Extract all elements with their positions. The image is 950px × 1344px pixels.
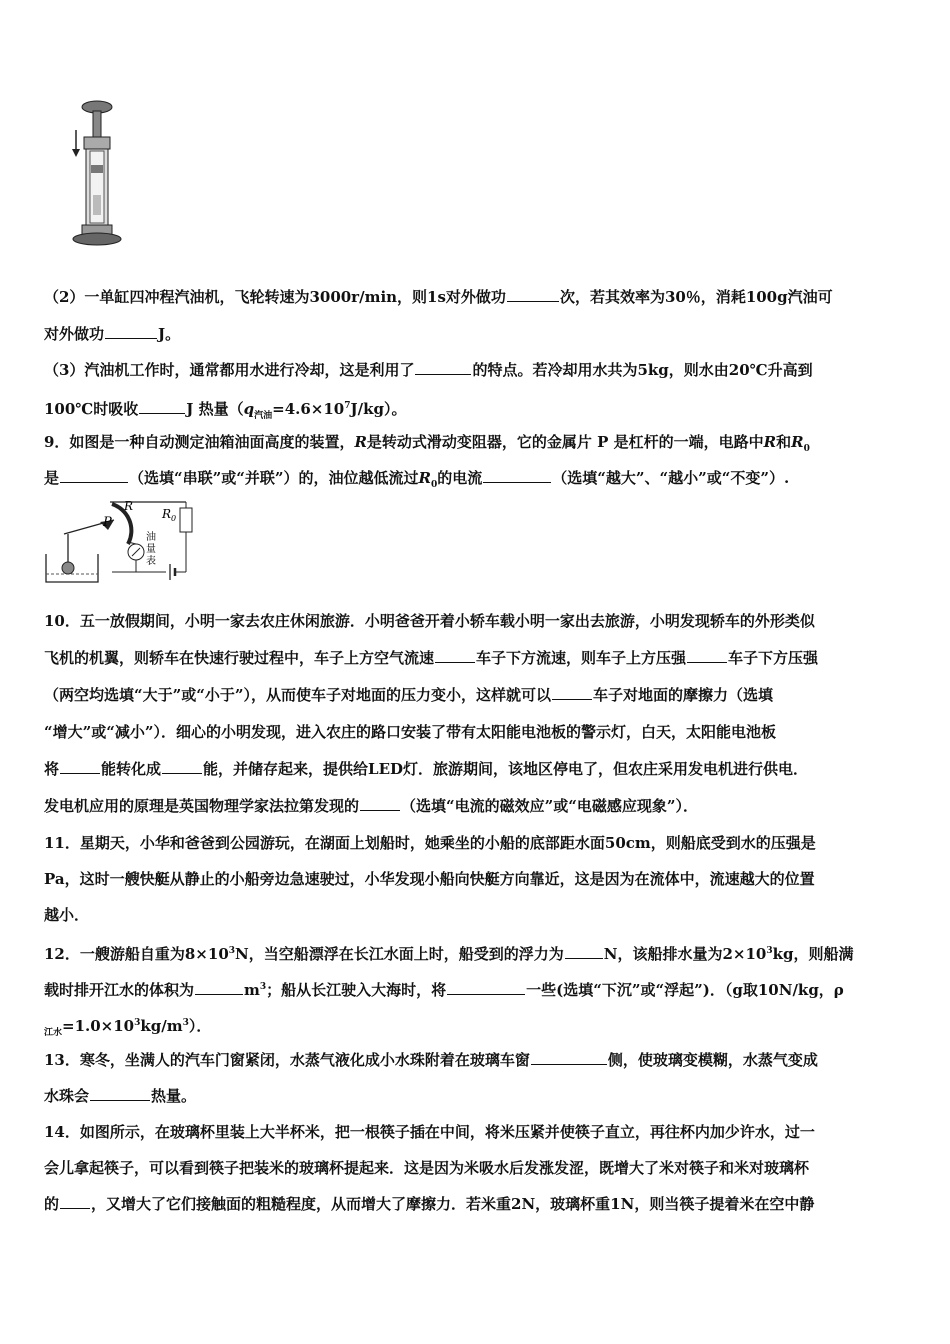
label-p: P [103, 515, 112, 530]
line-q9b: 是 （选填“串联”或“并联”）的，油位越低流过$R_0$的电流 （选填“越大”、“越小”或“不变”）. [44, 469, 790, 490]
line-q12b: 载时排开江水的体积为 $m^3$；船从长江驶入大海时，将 一些(选填“下沉”或“浮起”)．（g取10N/kg，ρ [44, 981, 844, 999]
line-q11b: Pa，这时一艘快艇从静止的小船旁边急速驶过，小华发现小船向快艇方向靠近，这是因为在流体中，流速越大的位置 [44, 870, 815, 888]
meter-label-1: 油 [146, 532, 156, 543]
label-r: R [124, 499, 134, 513]
line-q11a: 11．星期天，小华和爸爸到公园游玩，在湖面上划船时，她乘坐的小船的底部距水面50cm，则船底受到水的压强是 [44, 834, 816, 852]
line-q10e: 将 能转化成 能，并储存起来，提供给LED灯．旅游期间，该地区停电了，但农庄采用发电机进行供电． [44, 760, 809, 778]
answer-blank[interactable] [552, 685, 592, 700]
answer-blank[interactable] [360, 796, 400, 811]
line-q13a: 13．寒冬，坐满人的汽车门窗紧闭，水蒸气液化成小水珠附着在玻璃车窗 侧，使玻璃变模糊，水蒸气变成 [44, 1051, 818, 1069]
line-q8-2a: （2）一单缸四冲程汽油机，飞轮转速为3000r/min，则1s对外做功 次，若其效率为30％，消耗100g汽油可 [44, 288, 833, 306]
air-pump-figure [60, 95, 130, 250]
answer-blank[interactable] [162, 759, 202, 774]
answer-blank[interactable] [531, 1050, 607, 1065]
line-q10c: （两空均选填“大于”或“小于”），从而使车子对地面的压力变小，这样就可以 车子对地面的摩擦力（选填 [44, 686, 774, 704]
answer-blank[interactable] [507, 287, 559, 302]
answer-blank[interactable] [60, 759, 100, 774]
answer-blank[interactable] [447, 980, 525, 995]
answer-blank[interactable] [415, 360, 471, 375]
line-q9a: 9．如图是一种自动测定油箱油面高度的装置，R是转动式滑动变阻器，它的金属片 P 是杠杆的一端，电路中R和$R_0$ [44, 433, 810, 454]
line-q11c: 越小． [44, 906, 90, 924]
answer-blank[interactable] [105, 324, 157, 339]
line-q12c: $_{江水}=1.0\times 10^3kg/m^3$）． [44, 1017, 212, 1038]
meter-label-2: 量 [146, 544, 156, 555]
line-q10a: 10．五一放假期间，小明一家去农庄休闲旅游．小明爸爸开着小轿车载小明一家出去旅游，小明发现轿车的外形类似 [44, 612, 815, 630]
line-q14b: 会儿拿起筷子，可以看到筷子把装米的玻璃杯提起来．这是因为米吸水后发涨发涩，既增大了米对筷子和米对玻璃杯 [44, 1159, 810, 1177]
answer-blank[interactable] [435, 648, 475, 663]
line-q10b: 飞机的机翼，则轿车在快速行驶过程中，车子上方空气流速 车子下方流速，则车子上方压强 车子下方压强 [44, 649, 819, 667]
answer-blank[interactable] [195, 980, 243, 995]
answer-blank[interactable] [60, 1194, 90, 1209]
oil-gauge-circuit-figure [42, 496, 202, 588]
label-r0: $R_0$ [162, 507, 177, 523]
line-q8-3a: （3）汽油机工作时，通常都用水进行冷却，这是利用了 的特点。若冷却用水共为5kg，则水由20℃升高到 [44, 361, 813, 379]
line-q10f: 发电机应用的原理是英国物理学家法拉第发现的 （选填“电流的磁效应”或“电磁感应现象”）． [44, 797, 699, 815]
answer-blank[interactable] [60, 468, 128, 483]
line-q14c: 的 ，又增大了它们接触面的粗糙程度，从而增大了摩擦力．若米重2N，玻璃杯重1N，则当筷子提着米在空中静 [44, 1195, 815, 1213]
meter-label-3: 表 [146, 556, 156, 567]
line-q8-3b: 100℃时吸收 J 热量$(q_{汽油}=4.6\times 10^7J/kg)$。 [44, 400, 407, 421]
answer-blank[interactable] [565, 944, 603, 959]
answer-blank[interactable] [90, 1086, 150, 1101]
line-q10d: “增大”或“减小”）．细心的小明发现，进入农庄的路口安装了带有太阳能电池板的警示灯，白天，太阳能电池板 [44, 723, 777, 741]
line-q14a: 14．如图所示，在玻璃杯里装上大半杯米，把一根筷子插在中间，将米压紧并使筷子直立，再往杯内加少许水，过一 [44, 1123, 815, 1141]
line-q12a: 12．一艘游船自重为$8\times 10^3N$，当空船漂浮在长江水面上时，船受到的浮力为 N，该船排水量为$2\times 10^3kg$，则船满 [44, 945, 854, 963]
answer-blank[interactable] [139, 399, 185, 414]
line-q13b: 水珠会 热量。 [44, 1087, 197, 1105]
answer-blank[interactable] [687, 648, 727, 663]
answer-blank[interactable] [483, 468, 551, 483]
line-q8-2b: 对外做功 J。 [44, 325, 181, 343]
